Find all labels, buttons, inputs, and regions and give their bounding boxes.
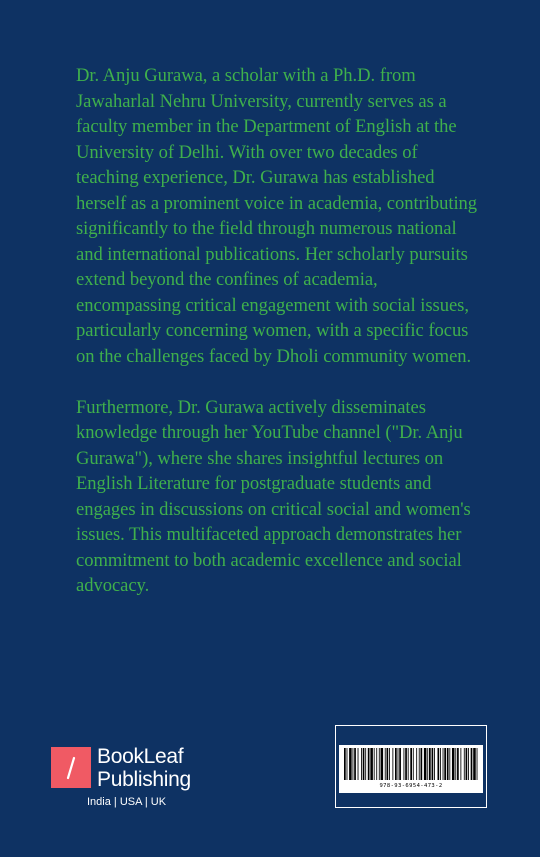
publisher-logo bbox=[51, 745, 221, 815]
barcode-bar bbox=[419, 748, 420, 780]
barcode-bar bbox=[471, 748, 473, 780]
barcode-bar bbox=[447, 748, 449, 780]
barcode-bar bbox=[452, 748, 455, 780]
barcode-box bbox=[335, 725, 487, 808]
barcode-bar bbox=[370, 748, 373, 780]
barcode-bar bbox=[466, 748, 468, 780]
barcode-bar bbox=[389, 748, 390, 780]
barcode-bar bbox=[344, 748, 346, 780]
barcode-bar bbox=[354, 748, 356, 780]
barcode-bar bbox=[405, 748, 407, 780]
barcode-bar bbox=[460, 748, 461, 780]
barcode-bar bbox=[457, 748, 459, 780]
barcode-bar bbox=[349, 748, 352, 780]
barcode-bar bbox=[464, 748, 465, 780]
author-bio bbox=[76, 63, 478, 599]
barcode-bar bbox=[376, 748, 377, 780]
barcode-bar bbox=[440, 748, 441, 780]
barcode-bar bbox=[432, 748, 434, 780]
barcode-bar bbox=[427, 748, 428, 780]
barcode-bar bbox=[443, 748, 444, 780]
barcode-bar bbox=[416, 748, 417, 780]
barcode-bar bbox=[398, 748, 399, 780]
barcode-bar bbox=[347, 748, 348, 780]
barcode-bar bbox=[408, 748, 409, 780]
barcode-bar bbox=[413, 748, 414, 780]
barcode-bar bbox=[365, 748, 366, 780]
barcode-bar bbox=[444, 748, 446, 780]
barcode bbox=[339, 745, 483, 793]
barcode-bar bbox=[468, 748, 469, 780]
barcode-bar bbox=[421, 748, 423, 780]
bio-paragraph-1: Dr. Anju Gurawa, a scholar with a Ph.D. from Jawaharlal Nehru University, currently serves as a faculty member in the Department of English at the University of Delhi. With over two decades of teaching experience, Dr. Gurawa has established herself as a prominent voice in academia, contributing significantly to the field through numerous national and international publications. Her scholarly pursuits extend beyond the confines of academia, encompassing critical engagement with social issues, particularly concerning women, with a specific focus on the challenges faced by Dholi community women. bbox=[76, 65, 478, 367]
barcode-bar bbox=[368, 748, 370, 780]
barcode-bar bbox=[449, 748, 450, 780]
barcode-bar bbox=[473, 748, 476, 780]
publisher-name-line-2: Publishing bbox=[97, 768, 191, 791]
barcode-bar bbox=[381, 748, 384, 780]
barcode-bar bbox=[429, 748, 431, 780]
barcode-bar bbox=[410, 748, 412, 780]
barcode-bar bbox=[374, 748, 375, 780]
barcode-bar bbox=[477, 748, 478, 780]
barcode-bar bbox=[399, 748, 401, 780]
barcode-bar bbox=[404, 748, 405, 780]
barcode-bar bbox=[424, 748, 427, 780]
publisher-regions: India | USA | UK bbox=[87, 796, 167, 808]
barcode-bar bbox=[379, 748, 380, 780]
barcode-bar bbox=[438, 748, 440, 780]
barcode-bar bbox=[385, 748, 386, 780]
barcode-bar bbox=[353, 748, 354, 780]
barcode-bar bbox=[455, 748, 456, 780]
barcode-bar bbox=[392, 748, 393, 780]
isbn-number: 978-93-6954-473-2 bbox=[379, 783, 443, 789]
barcode-bars bbox=[343, 748, 479, 782]
logo-mark bbox=[51, 747, 91, 788]
bio-paragraph-2: Furthermore, Dr. Gurawa actively disseminates knowledge through her YouTube channel ("Dr. Anju Gurawa"), where she shares insightful lectures on English Literature for postgraduate students and engages in discussions on critical social and women's issues. This multifaceted approach demonstrates her commitment to both academic excellence and social advocacy. bbox=[76, 396, 471, 596]
barcode-bar bbox=[361, 748, 362, 780]
barcode-bar bbox=[434, 748, 435, 780]
slash-icon bbox=[51, 747, 91, 788]
barcode-bar bbox=[363, 748, 365, 780]
barcode-bar bbox=[395, 748, 397, 780]
barcode-bar bbox=[358, 748, 359, 780]
barcode-bar bbox=[387, 748, 389, 780]
publisher-name bbox=[97, 745, 191, 791]
publisher-name-line-1: BookLeaf bbox=[97, 745, 184, 768]
